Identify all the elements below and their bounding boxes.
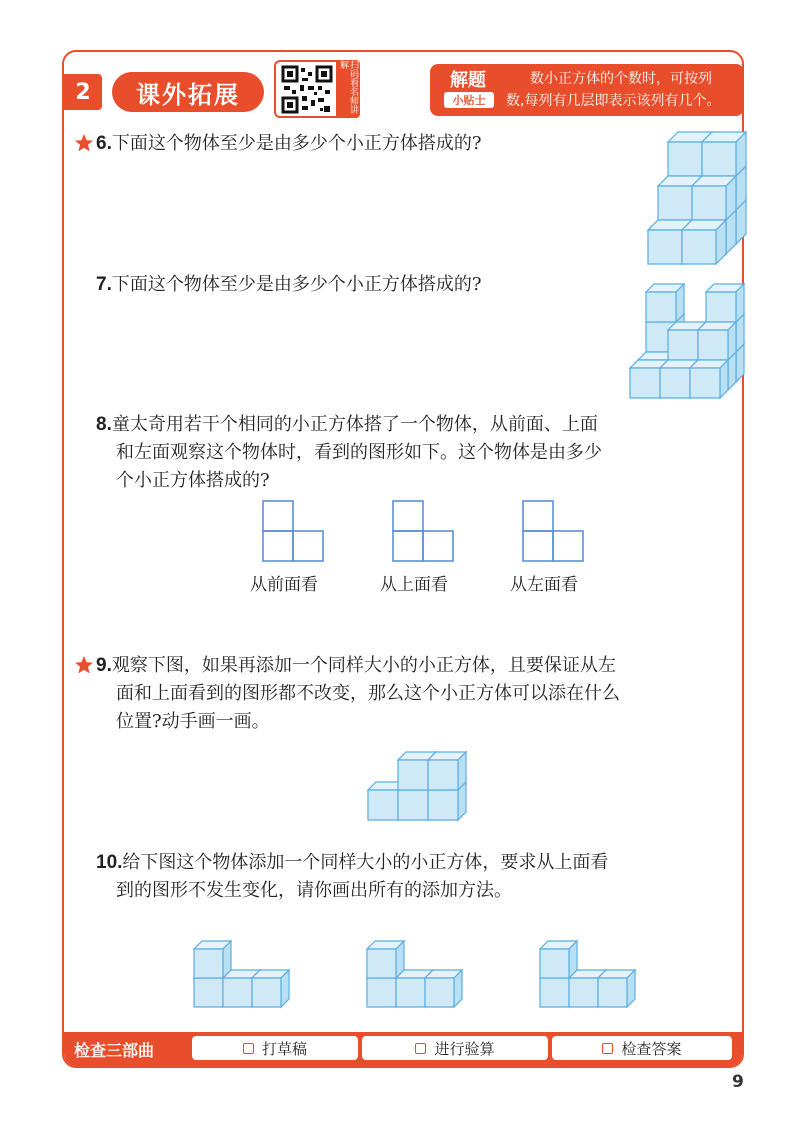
question-10-number: 10.: [96, 852, 123, 873]
section-number: 2: [64, 74, 102, 110]
question-10-line-2: 到的图形不发生变化，请你画出所有的添加方法。: [116, 880, 512, 901]
qr-code-icon: [280, 64, 336, 116]
figure-q10-cubes-3: [538, 942, 638, 1014]
question-6-text: 下面这个物体至少是由多少个小正方体搭成的?: [111, 133, 482, 154]
cube: [367, 941, 404, 978]
view-top-figure: [392, 500, 456, 564]
tip-title: 解题: [450, 70, 486, 91]
check-step-1[interactable]: [192, 1036, 358, 1060]
question-9-line-1: 观察下图，如果再添加一个同样大小的小正方体，且要保证从左: [111, 655, 616, 676]
figure-q6-cubes: [640, 150, 740, 270]
question-8-number: 8.: [96, 414, 112, 435]
cube: [706, 284, 744, 322]
cube: [540, 941, 577, 978]
check-step-2-label: 进行验算: [434, 1039, 495, 1058]
qr-tag: 扫码看名师讲解: [336, 60, 360, 118]
star-icon: [74, 133, 94, 153]
footer-title: 检查三部曲: [74, 1041, 155, 1060]
question-10-line-1: 给下图这个物体添加一个同样大小的小正方体，要求从上面看: [122, 852, 609, 873]
question-8-line-2: 和左面观察这个物体时，看到的图形如下。这个物体是由多少: [116, 442, 602, 463]
question-6-number: 6.: [96, 133, 112, 154]
section-title: 课外拓展: [112, 72, 264, 112]
question-8: [96, 411, 736, 495]
cube: [598, 970, 635, 1007]
question-9-line-2: 面和上面看到的图形都不改变，那么这个小正方体可以添在什么: [116, 683, 620, 704]
question-7-number: 7.: [96, 274, 112, 295]
question-8-line-3: 个小正方体搭成的?: [116, 470, 270, 491]
check-step-2[interactable]: [362, 1036, 548, 1060]
question-7-text: 下面这个物体至少是由多少个小正方体搭成的?: [111, 274, 482, 295]
page-number: 9: [732, 1072, 744, 1092]
cube: [425, 970, 462, 1007]
cube: [692, 176, 736, 220]
question-7: [96, 271, 482, 299]
view-left-figure: [522, 500, 586, 564]
figure-q10-cubes-2: [365, 942, 465, 1014]
view-front-figure: [262, 500, 326, 564]
question-6: [96, 130, 482, 158]
check-step-3[interactable]: [552, 1036, 732, 1060]
cube: [194, 941, 231, 978]
cube: [698, 322, 736, 360]
figure-q7-cubes: [626, 290, 746, 408]
checkbox-icon: [243, 1043, 254, 1054]
tip-line-1: 数小正方体的个数时，可按列: [530, 71, 712, 87]
cube: [646, 284, 684, 322]
check-step-3-label: 检查答案: [621, 1039, 682, 1058]
question-9-number: 9.: [96, 655, 112, 676]
star-icon: [74, 655, 94, 675]
view-top-label: 从上面看: [380, 575, 448, 595]
view-left-label: 从左面看: [510, 575, 578, 595]
checkbox-icon: [415, 1043, 426, 1054]
question-9: [96, 652, 736, 736]
question-10: [96, 849, 736, 905]
figure-q9-cubes: [364, 754, 474, 826]
view-front-label: 从前面看: [250, 575, 318, 595]
cube: [690, 360, 728, 398]
tip-subtitle: 小贴士: [444, 92, 494, 108]
cube: [682, 220, 726, 264]
cube: [702, 132, 746, 176]
cube: [252, 970, 289, 1007]
question-8-line-1: 童太奇用若干个相同的小正方体搭了一个物体，从前面、上面: [111, 414, 598, 435]
checkbox-icon: [602, 1043, 613, 1054]
check-step-1-label: 打草稿: [261, 1039, 307, 1058]
figure-q10-cubes-1: [192, 942, 292, 1014]
tip-line-2: 数,每列有几层即表示该列有几个。: [506, 93, 721, 109]
cube: [428, 752, 466, 790]
tip-text: [506, 68, 736, 112]
question-9-line-3: 位置?动手画一画。: [116, 711, 270, 732]
